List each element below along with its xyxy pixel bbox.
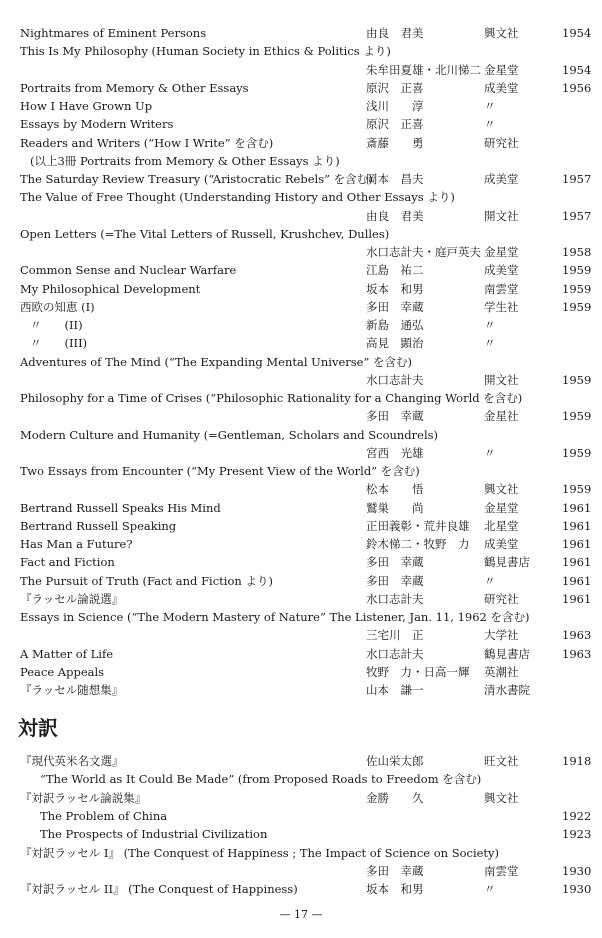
entry-title: A Matter of Life xyxy=(20,646,114,661)
entry-year: 1963 xyxy=(562,628,592,643)
entry-translator: 朱牟田夏雄・北川悌二 xyxy=(366,62,481,77)
entry-translator: 多田 幸蔵 xyxy=(366,299,424,314)
entry-title: The Value of Free Thought (Understanding History and Other Essays より) xyxy=(20,190,455,205)
bibliography-entry xyxy=(0,389,602,407)
bibliography-entry xyxy=(0,353,602,371)
entry-publisher: 〃 xyxy=(484,117,496,132)
bibliography-entry xyxy=(0,316,602,334)
bibliography-entry xyxy=(0,407,602,425)
bibliography-entry xyxy=(0,608,602,626)
entry-title: How I Have Grown Up xyxy=(20,99,153,113)
entry-year: 1956 xyxy=(562,80,592,95)
entry-year: 1961 xyxy=(562,537,592,551)
bibliography-entry xyxy=(0,243,602,261)
entry-publisher: 〃 xyxy=(484,445,496,460)
entry-translator: 由良 君美 xyxy=(366,26,424,40)
entry-year: 1930 xyxy=(562,863,592,878)
entry-title: 〃 (II) xyxy=(30,318,83,332)
entry-title: The Saturday Review Treasury (“Aristocratic Rebels” を含む) xyxy=(20,172,373,186)
entry-translator: 水口志計夫 xyxy=(366,591,424,606)
bibliography-entry xyxy=(0,462,602,480)
entry-translator: 佐山栄太郎 xyxy=(366,754,424,768)
entry-title: 『ラッセル随想集』 xyxy=(20,683,124,697)
entry-publisher: 金星社 xyxy=(484,409,519,424)
entry-translator: 鷲巣 尚 xyxy=(366,500,424,515)
bibliography-entry xyxy=(0,371,602,389)
entry-translator: 原沢 正喜 xyxy=(366,80,424,95)
entry-title: The Prospects of Industrial Civilization xyxy=(40,827,268,842)
entry-title: Essays by Modern Writers xyxy=(20,117,174,132)
entry-title: (以上3冊 Portraits from Memory & Other Essays より) xyxy=(30,153,340,168)
bibliography-entry xyxy=(0,770,602,788)
bibliography-entry xyxy=(0,789,602,807)
bibliography-entry xyxy=(0,134,602,152)
entry-title: Nightmares of Eminent Persons xyxy=(20,26,207,40)
entry-translator: 多田 幸蔵 xyxy=(366,409,424,424)
bibliography-entry xyxy=(0,42,602,60)
entry-title: Two Essays from Encounter (“My Present View of the World” を含む) xyxy=(20,464,420,478)
entry-publisher: 開文社 xyxy=(484,208,519,223)
entry-publisher: 南雲堂 xyxy=(484,863,519,878)
entry-title: 西欧の知恵 (I) xyxy=(20,299,95,314)
page-number: — 17 — xyxy=(279,908,323,921)
entry-translator: 多田 幸蔵 xyxy=(366,555,424,570)
entry-translator: 宮西 光雄 xyxy=(366,445,424,460)
entry-publisher: 成美堂 xyxy=(484,263,519,278)
entry-translator: 新島 通弘 xyxy=(366,318,424,332)
entry-publisher: 鶴見書店 xyxy=(484,646,530,661)
entry-year: 1918 xyxy=(562,754,592,768)
entry-translator: 牧野 力・日高一輝 xyxy=(366,664,470,679)
entry-translator: 斎藤 勇 xyxy=(366,135,424,150)
bibliography-entry xyxy=(0,152,602,170)
entry-publisher: 成美堂 xyxy=(484,537,519,551)
entry-year: 1963 xyxy=(562,646,592,661)
bibliography-entry xyxy=(0,444,602,462)
entry-year: 1961 xyxy=(562,518,592,533)
entry-translator: 水口志計夫 xyxy=(366,646,424,661)
entry-translator: 鈴木悌二・牧野 力 xyxy=(366,537,470,551)
entry-year: 1957 xyxy=(562,208,592,223)
entry-publisher: 〃 xyxy=(484,99,496,113)
entry-publisher: 〃 xyxy=(484,318,496,332)
entry-year: 1922 xyxy=(562,808,592,823)
entry-publisher: 南雲堂 xyxy=(484,281,519,296)
entry-title: Portraits from Memory & Other Essays xyxy=(20,80,249,95)
entry-title: Philosophy for a Time of Crises (“Philosophic Rationality for a Changing World を含む) xyxy=(20,391,523,405)
entry-translator: 多田 幸蔵 xyxy=(366,863,424,878)
entry-publisher: 研究社 xyxy=(484,135,519,150)
section-heading: 対訳 xyxy=(18,716,58,740)
entry-publisher: 北星堂 xyxy=(484,518,519,533)
bibliography-entry xyxy=(0,752,602,770)
entry-year: 1961 xyxy=(562,591,592,606)
bibliography-entry xyxy=(0,590,602,608)
bibliography-entry xyxy=(0,298,602,316)
bibliography-entry xyxy=(0,862,602,880)
entry-publisher: 興文社 xyxy=(484,482,519,497)
bibliography-entry xyxy=(0,844,602,862)
bibliography-entry xyxy=(0,480,602,498)
entry-publisher: 〃 xyxy=(484,336,496,351)
entry-translator: 金勝 久 xyxy=(366,790,424,805)
entry-title: The Pursuit of Truth (Fact and Fiction より) xyxy=(20,573,273,588)
bibliography-entry xyxy=(0,225,602,243)
entry-translator: 松本 悟 xyxy=(366,482,424,497)
entry-publisher: 旺文社 xyxy=(484,754,519,768)
bibliography-entry xyxy=(0,79,602,97)
entry-year: 1959 xyxy=(562,299,592,314)
bibliography-entry xyxy=(0,626,602,644)
entry-translator: 正田義彰・荒井良雄 xyxy=(366,518,470,533)
entry-year: 1930 xyxy=(562,882,592,897)
entry-title: Open Letters (=The Vital Letters of Russell, Krushchev, Dulles) xyxy=(20,226,390,241)
entry-publisher: 鶴見書店 xyxy=(484,555,530,570)
bibliography-entry xyxy=(0,517,602,535)
entry-translator: 坂本 和男 xyxy=(366,281,424,296)
entry-translator: 山本 謙一 xyxy=(366,683,424,697)
entry-title: Has Man a Future? xyxy=(20,537,133,551)
bibliography-entry xyxy=(0,115,602,133)
entry-publisher: 〃 xyxy=(484,573,496,588)
entry-publisher: 興文社 xyxy=(484,26,519,40)
entry-translator: 高見 顕治 xyxy=(366,336,424,351)
bibliography-entry xyxy=(0,825,602,843)
entry-title: Peace Appeals xyxy=(20,664,105,679)
bibliography-entry xyxy=(0,572,602,590)
entry-translator: 三宅川 正 xyxy=(366,628,424,643)
entry-title: 『対訳ラッセル論説集』 xyxy=(20,790,147,805)
entry-publisher: 成美堂 xyxy=(484,80,519,95)
entry-publisher: 開文社 xyxy=(484,372,519,387)
entry-translator: 水口志計夫・庭戸英夫 xyxy=(366,245,481,259)
entry-year: 1959 xyxy=(562,281,592,296)
bibliography-entry xyxy=(0,807,602,825)
entry-title: My Philosophical Development xyxy=(20,281,201,296)
entry-translator: 岡本 昌夫 xyxy=(366,172,424,186)
entry-title: Adventures of The Mind (“The Expanding Mental Universe” を含む) xyxy=(20,354,412,369)
entry-translator: 坂本 和男 xyxy=(366,882,424,897)
entry-title: 『対訳ラッセル II』 (The Conquest of Happiness) xyxy=(20,882,298,897)
entry-publisher: 興文社 xyxy=(484,790,519,805)
entry-title: The Problem of China xyxy=(40,808,168,823)
bibliography-entry xyxy=(0,645,602,663)
entry-translator: 由良 君美 xyxy=(366,208,424,223)
bibliography-entry xyxy=(0,553,602,571)
bibliography-entry xyxy=(0,426,602,444)
entry-publisher: 大学社 xyxy=(484,628,519,643)
bibliography-entry xyxy=(0,280,602,298)
entry-title: Common Sense and Nuclear Warfare xyxy=(20,263,237,278)
bibliography-entry xyxy=(0,334,602,352)
entry-title: Essays in Science (“The Modern Mastery of Nature” The Listener, Jan. 11, 1962 を含む) xyxy=(20,610,530,624)
entry-publisher: 〃 xyxy=(484,882,496,897)
entry-translator: 原沢 正喜 xyxy=(366,117,424,132)
entry-translator: 水口志計夫 xyxy=(366,372,424,387)
entry-year: 1959 xyxy=(562,445,592,460)
bibliography-entry xyxy=(0,535,602,553)
entry-year: 1923 xyxy=(562,827,592,842)
entry-publisher: 研究社 xyxy=(484,591,519,606)
bibliography-entry xyxy=(0,170,602,188)
entry-publisher: 英潮社 xyxy=(484,664,519,679)
entry-translator: 多田 幸蔵 xyxy=(366,573,424,588)
bibliography-entry xyxy=(0,97,602,115)
bibliography-entry xyxy=(0,663,602,681)
entry-title: Fact and Fiction xyxy=(20,555,115,570)
bibliography-entry xyxy=(0,499,602,517)
entry-translator: 浅川 淳 xyxy=(366,99,424,113)
entry-title: “The World as It Could Be Made” (from Proposed Roads to Freedom を含む) xyxy=(40,772,482,787)
entry-title: 『現代英米名文選』 xyxy=(20,754,124,768)
bibliography-entry xyxy=(0,188,602,206)
bibliography-entry xyxy=(0,261,602,279)
entry-title: 〃 (III) xyxy=(30,336,88,351)
entry-translator: 江島 祐二 xyxy=(366,263,424,278)
entry-year: 1961 xyxy=(562,573,592,588)
entry-publisher: 成美堂 xyxy=(484,172,519,186)
entry-publisher: 学生社 xyxy=(484,299,519,314)
entry-year: 1959 xyxy=(562,482,592,497)
entry-year: 1957 xyxy=(562,172,592,186)
entry-title: Bertrand Russell Speaking xyxy=(20,518,177,533)
entry-publisher: 金星堂 xyxy=(484,62,519,77)
entry-title: 『ラッセル論説選』 xyxy=(20,591,124,606)
entry-publisher: 清水書院 xyxy=(484,683,530,697)
bibliography-entry xyxy=(0,61,602,79)
entry-title: Bertrand Russell Speaks His Mind xyxy=(20,500,221,515)
entry-title: 『対訳ラッセル I』 (The Conquest of Happiness ; The Impact of Science on Society) xyxy=(20,845,500,860)
entry-year: 1959 xyxy=(562,263,592,278)
entry-publisher: 金星堂 xyxy=(484,245,519,259)
bibliography-entry xyxy=(0,880,602,898)
bibliography-entry xyxy=(0,681,602,699)
bibliography-entry xyxy=(0,24,602,42)
entry-year: 1954 xyxy=(562,26,592,40)
entry-year: 1954 xyxy=(562,62,592,77)
bibliography-entry xyxy=(0,207,602,225)
entry-year: 1961 xyxy=(562,555,592,570)
entry-year: 1961 xyxy=(562,500,592,515)
entry-year: 1959 xyxy=(562,372,592,387)
entry-year: 1958 xyxy=(562,245,592,259)
entry-title: This Is My Philosophy (Human Society in Ethics & Politics より) xyxy=(20,44,391,59)
entry-title: Modern Culture and Humanity (=Gentleman, Scholars and Scoundrels) xyxy=(20,427,439,442)
entry-publisher: 金星堂 xyxy=(484,500,519,515)
entry-year: 1959 xyxy=(562,409,592,424)
entry-title: Readers and Writers (“How I Write” を含む) xyxy=(20,135,274,150)
